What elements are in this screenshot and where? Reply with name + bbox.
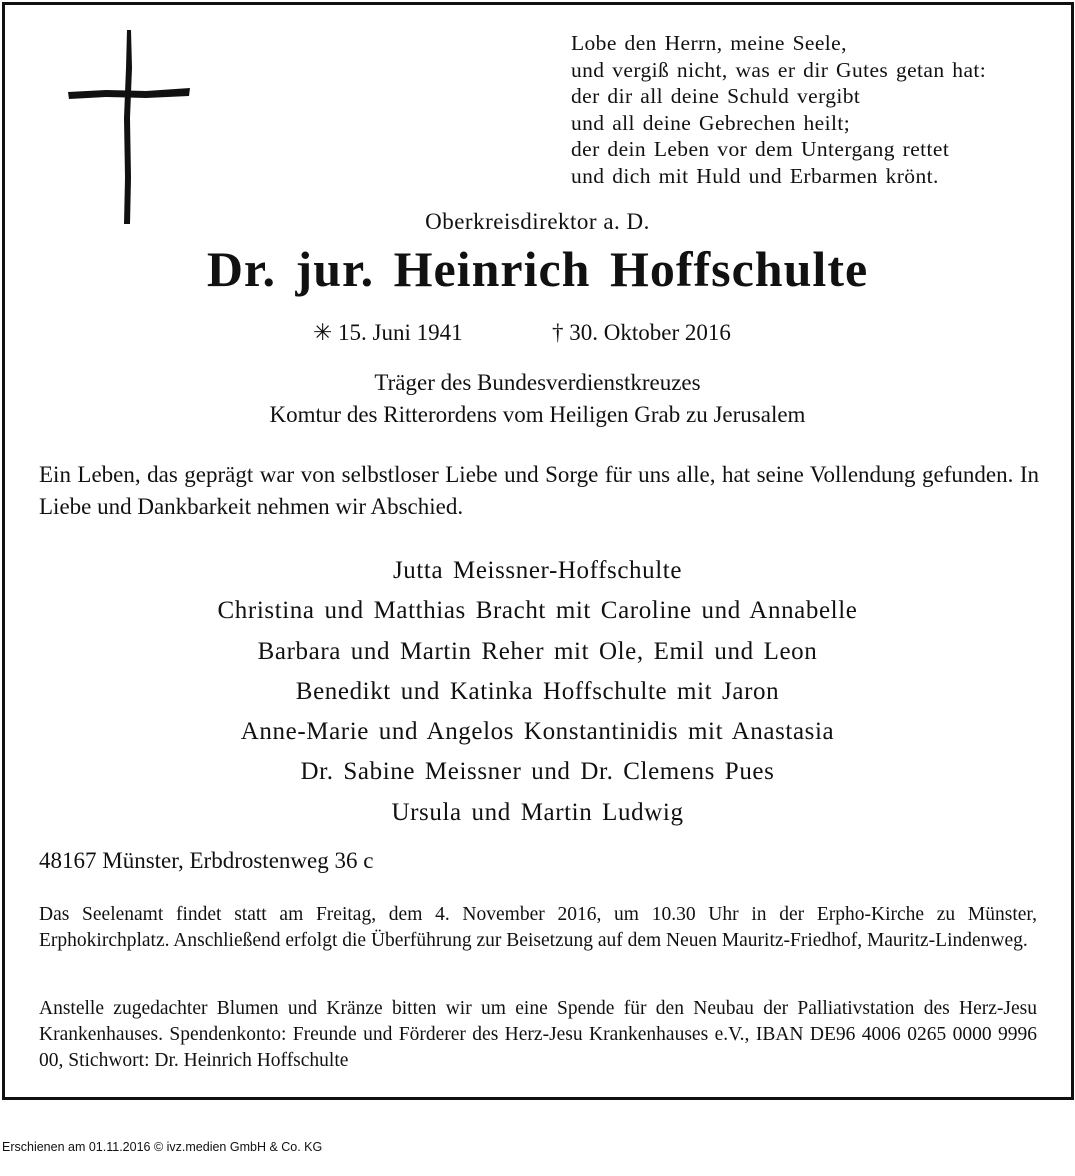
mourner-line: Barbara und Martin Reher mit Ole, Emil und Leon — [257, 637, 818, 665]
mourner-line: Benedikt und Katinka Hoffschulte mit Jaron — [295, 677, 780, 705]
psalm-line: und dich mit Huld und Erbarmen krönt. — [571, 163, 939, 188]
publication-credit: Erschienen am 01.11.2016 © ivz.medien GmbH & Co. KG — [2, 1140, 323, 1154]
death-date: † 30. Oktober 2016 — [552, 320, 731, 345]
honors — [0, 367, 1075, 431]
honor-line: Komtur des Ritterordens vom Heiligen Grab zu Jerusalem — [269, 402, 806, 427]
mourner-line: Anne-Marie und Angelos Konstantinidis mit Anastasia — [240, 718, 835, 746]
mourner-line: Dr. Sabine Meissner und Dr. Clemens Pues — [300, 758, 775, 786]
psalm-line: Lobe den Herrn, meine Seele, — [571, 31, 847, 55]
mourner-line: Christina und Matthias Bracht mit Caroline und Annabelle — [217, 597, 858, 625]
deceased-rank: Oberkreisdirektor a. D. — [425, 209, 650, 234]
deceased-name: Dr. jur. Heinrich Hoffschulte — [206, 241, 869, 297]
birth-date: ✳ 15. Juni 1941 — [313, 320, 463, 345]
cross-icon — [66, 28, 192, 226]
address: 48167 Münster, Erbdrostenweg 36 c — [39, 848, 374, 873]
mourner-line: Jutta Meissner-Hoffschulte — [392, 557, 683, 584]
psalm-line: der dir all deine Schuld vergibt — [571, 84, 861, 108]
psalm-line: der dein Leben vor dem Untergang rettet — [571, 137, 950, 161]
psalm-verse — [571, 30, 1051, 189]
psalm-line: und all deine Gebrechen heilt; — [571, 110, 851, 135]
funeral-notice: Das Seelenamt findet statt am Freitag, dem 4. November 2016, um 10.30 Uhr in der Erpho-Kirche zu Münster, Erphokirchplatz. Anschließend erfolgt die Überführung zur Beisetzung auf dem Neuen Mauritz-Friedhof, Mauritz-Lindenweg. — [39, 904, 1037, 951]
donation-notice: Anstelle zugedachter Blumen und Kränze bitten wir um eine Spende für den Neubau der Palliativstation des Herz-Jesu Krankenhauses. Spendenkonto: Freunde und Förderer des Herz-Jesu Krankenhauses e.V., IBAN DE96 4006 0265 0000 9996 00, Stichwort: Dr. Heinrich Hoffschulte — [39, 998, 1037, 1071]
mourners-list — [0, 551, 1075, 833]
honor-line: Träger des Bundesverdienstkreuzes — [374, 370, 701, 395]
intro-text: Ein Leben, das geprägt war von selbstloser Liebe und Sorge für uns alle, hat seine Vollendung gefunden. In Liebe und Dankbarkeit nehmen wir Abschied. — [39, 462, 1039, 519]
mourner-line: Ursula und Martin Ludwig — [391, 798, 684, 826]
psalm-line: und vergiß nicht, was er dir Gutes getan hat: — [571, 57, 987, 82]
